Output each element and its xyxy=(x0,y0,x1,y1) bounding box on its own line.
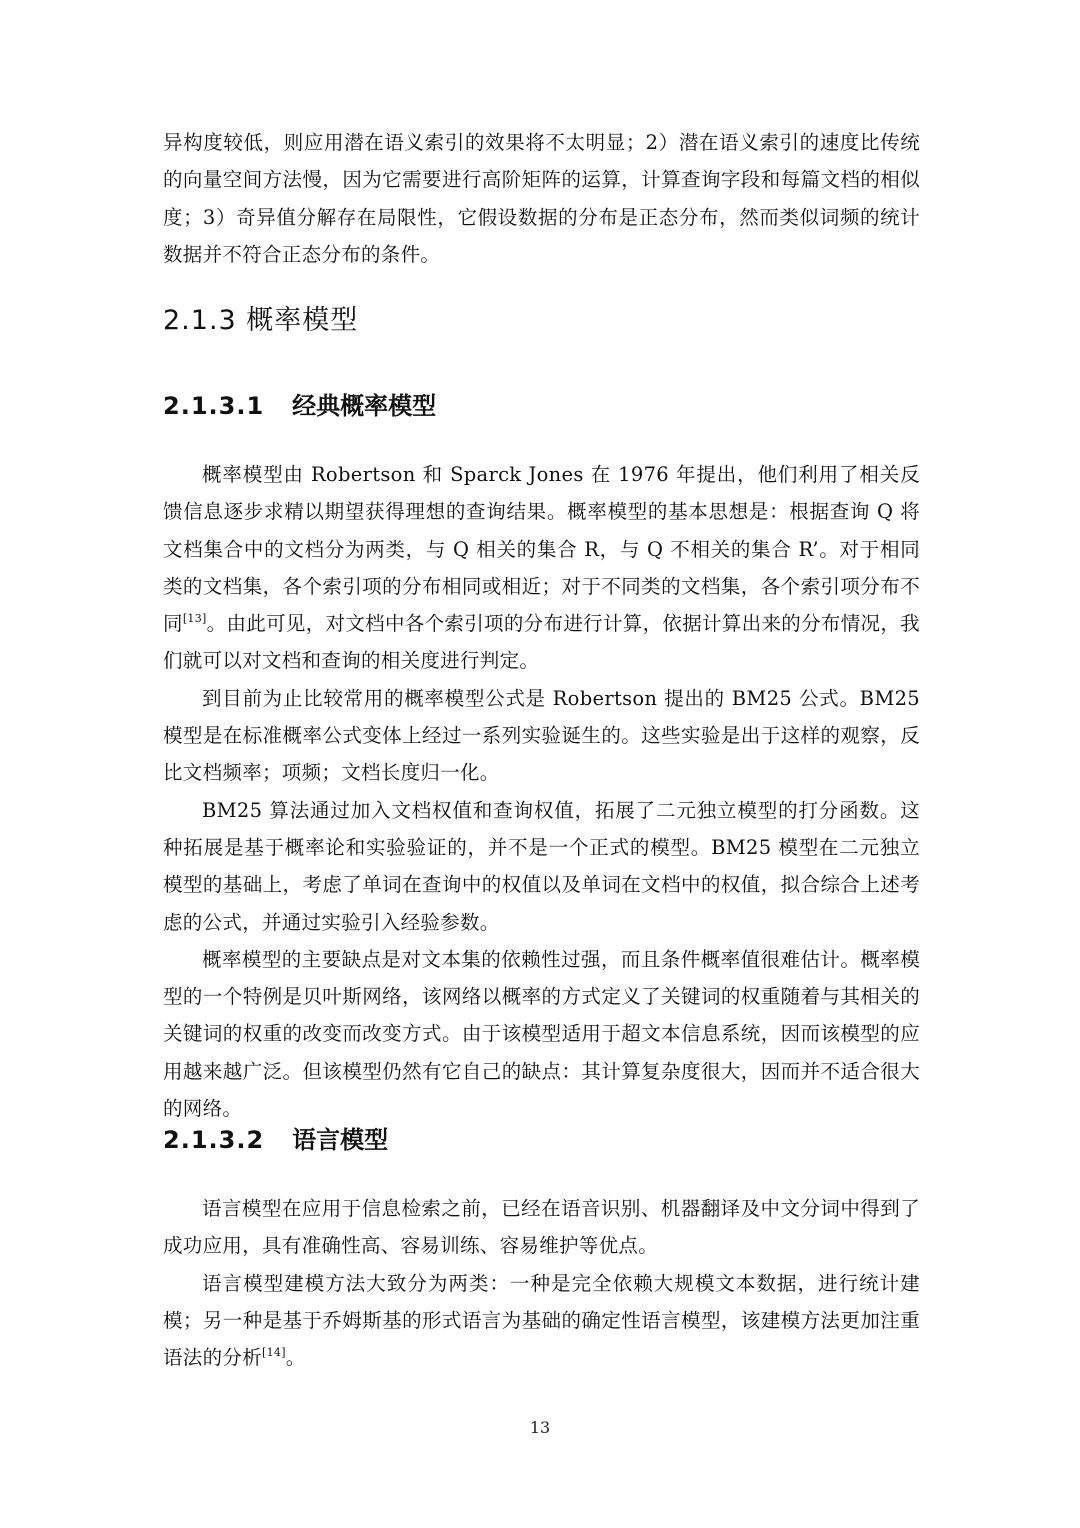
paragraph-probability-model-intro: 概率模型由 Robertson 和 Sparck Jones 在 1976 年提出，他们利用了相关反馈信息逐步求精以期望获得理想的查询结果。概率模型的基本思想是：根据查询 Q 将文档集合中的文档分为两类，与 Q 相关的集合 R，与 Q 不相关的集合 R’。对于相同类的文档集，各个索引项的分布相同或相近；对于不同类的文档集，各个索引项分布不同[13]。由此可见，对文档中各个索引项的分布进行计算，依据计算出来的分布情况，我们就可以对文档和查询的相关度进行判定。 xyxy=(163,463,920,673)
section-2-1-3-2-body xyxy=(163,1190,920,1376)
section-heading-2-1-3-2 xyxy=(163,1120,388,1155)
section-heading-2-1-3: 2.1.3 概率模型 xyxy=(163,305,359,336)
page-number: 13 xyxy=(529,1418,551,1437)
section-2-1-3-1-body xyxy=(163,456,920,1127)
section-heading-2-1-3-1 xyxy=(163,386,436,421)
citation-13: [13] xyxy=(182,612,207,626)
section-number: 2.1.3.2 xyxy=(163,1126,265,1154)
paragraph-bm25-algorithm: BM25 算法通过加入文档权值和查询权值，拓展了二元独立模型的打分函数。这种拓展是基于概率论和实验验证的，并不是一个正式的模型。BM25 模型在二元独立模型的基础上，考虑了单词在查询中的权值以及单词在文档中的权值，拟合综合上述考虑的公式，并通过实验引入经验参数。 xyxy=(163,798,920,934)
section-title: 经典概率模型 xyxy=(292,392,437,420)
paragraph-continuation: 异构度较低，则应用潜在语义索引的效果将不太明显；2）潜在语义索引的速度比传统的向量空间方法慢，因为它需要进行高阶矩阵的运算，计算查询字段和每篇文档的相似度；3）奇异值分解存在局限性，它假设数据的分布是正态分布，然而类似词频的统计数据并不符合正态分布的条件。 xyxy=(163,131,920,266)
paragraph-probability-drawbacks: 概率模型的主要缺点是对文本集的依赖性过强，而且条件概率值很难估计。概率模型的一个特例是贝叶斯网络，该网络以概率的方式定义了关键词的权重随着与其相关的关键词的权重的改变而改变方式。由于该模型适用于超文本信息系统，因而该模型的应用越来越广泛。但该模型仍然有它自己的缺点：其计算复杂度很大，因而并不适合很大的网络。 xyxy=(163,947,920,1121)
section-number: 2.1.3.1 xyxy=(163,392,265,420)
paragraph-language-model-methods: 语言模型建模方法大致分为两类：一种是完全依赖大规模文本数据，进行统计建模；另一种是基于乔姆斯基的形式语言为基础的确定性语言模型，该建模方法更加注重语法的分析[14]。 xyxy=(163,1271,920,1370)
citation-14: [14] xyxy=(262,1346,286,1360)
top-paragraph-block xyxy=(163,124,920,273)
paragraph-language-model-intro: 语言模型在应用于信息检索之前，已经在语音识别、机器翻译及中文分词中得到了成功应用，具有准确性高、容易训练、容易维护等优点。 xyxy=(163,1197,920,1258)
section-title: 语言模型 xyxy=(292,1126,389,1154)
paragraph-bm25-formula: 到目前为止比较常用的概率模型公式是 Robertson 提出的 BM25 公式。BM25 模型是在标准概率公式变体上经过一系列实验诞生的。这些实验是出于这样的观察，反比文档频率；项频；文档长度归一化。 xyxy=(163,686,920,785)
